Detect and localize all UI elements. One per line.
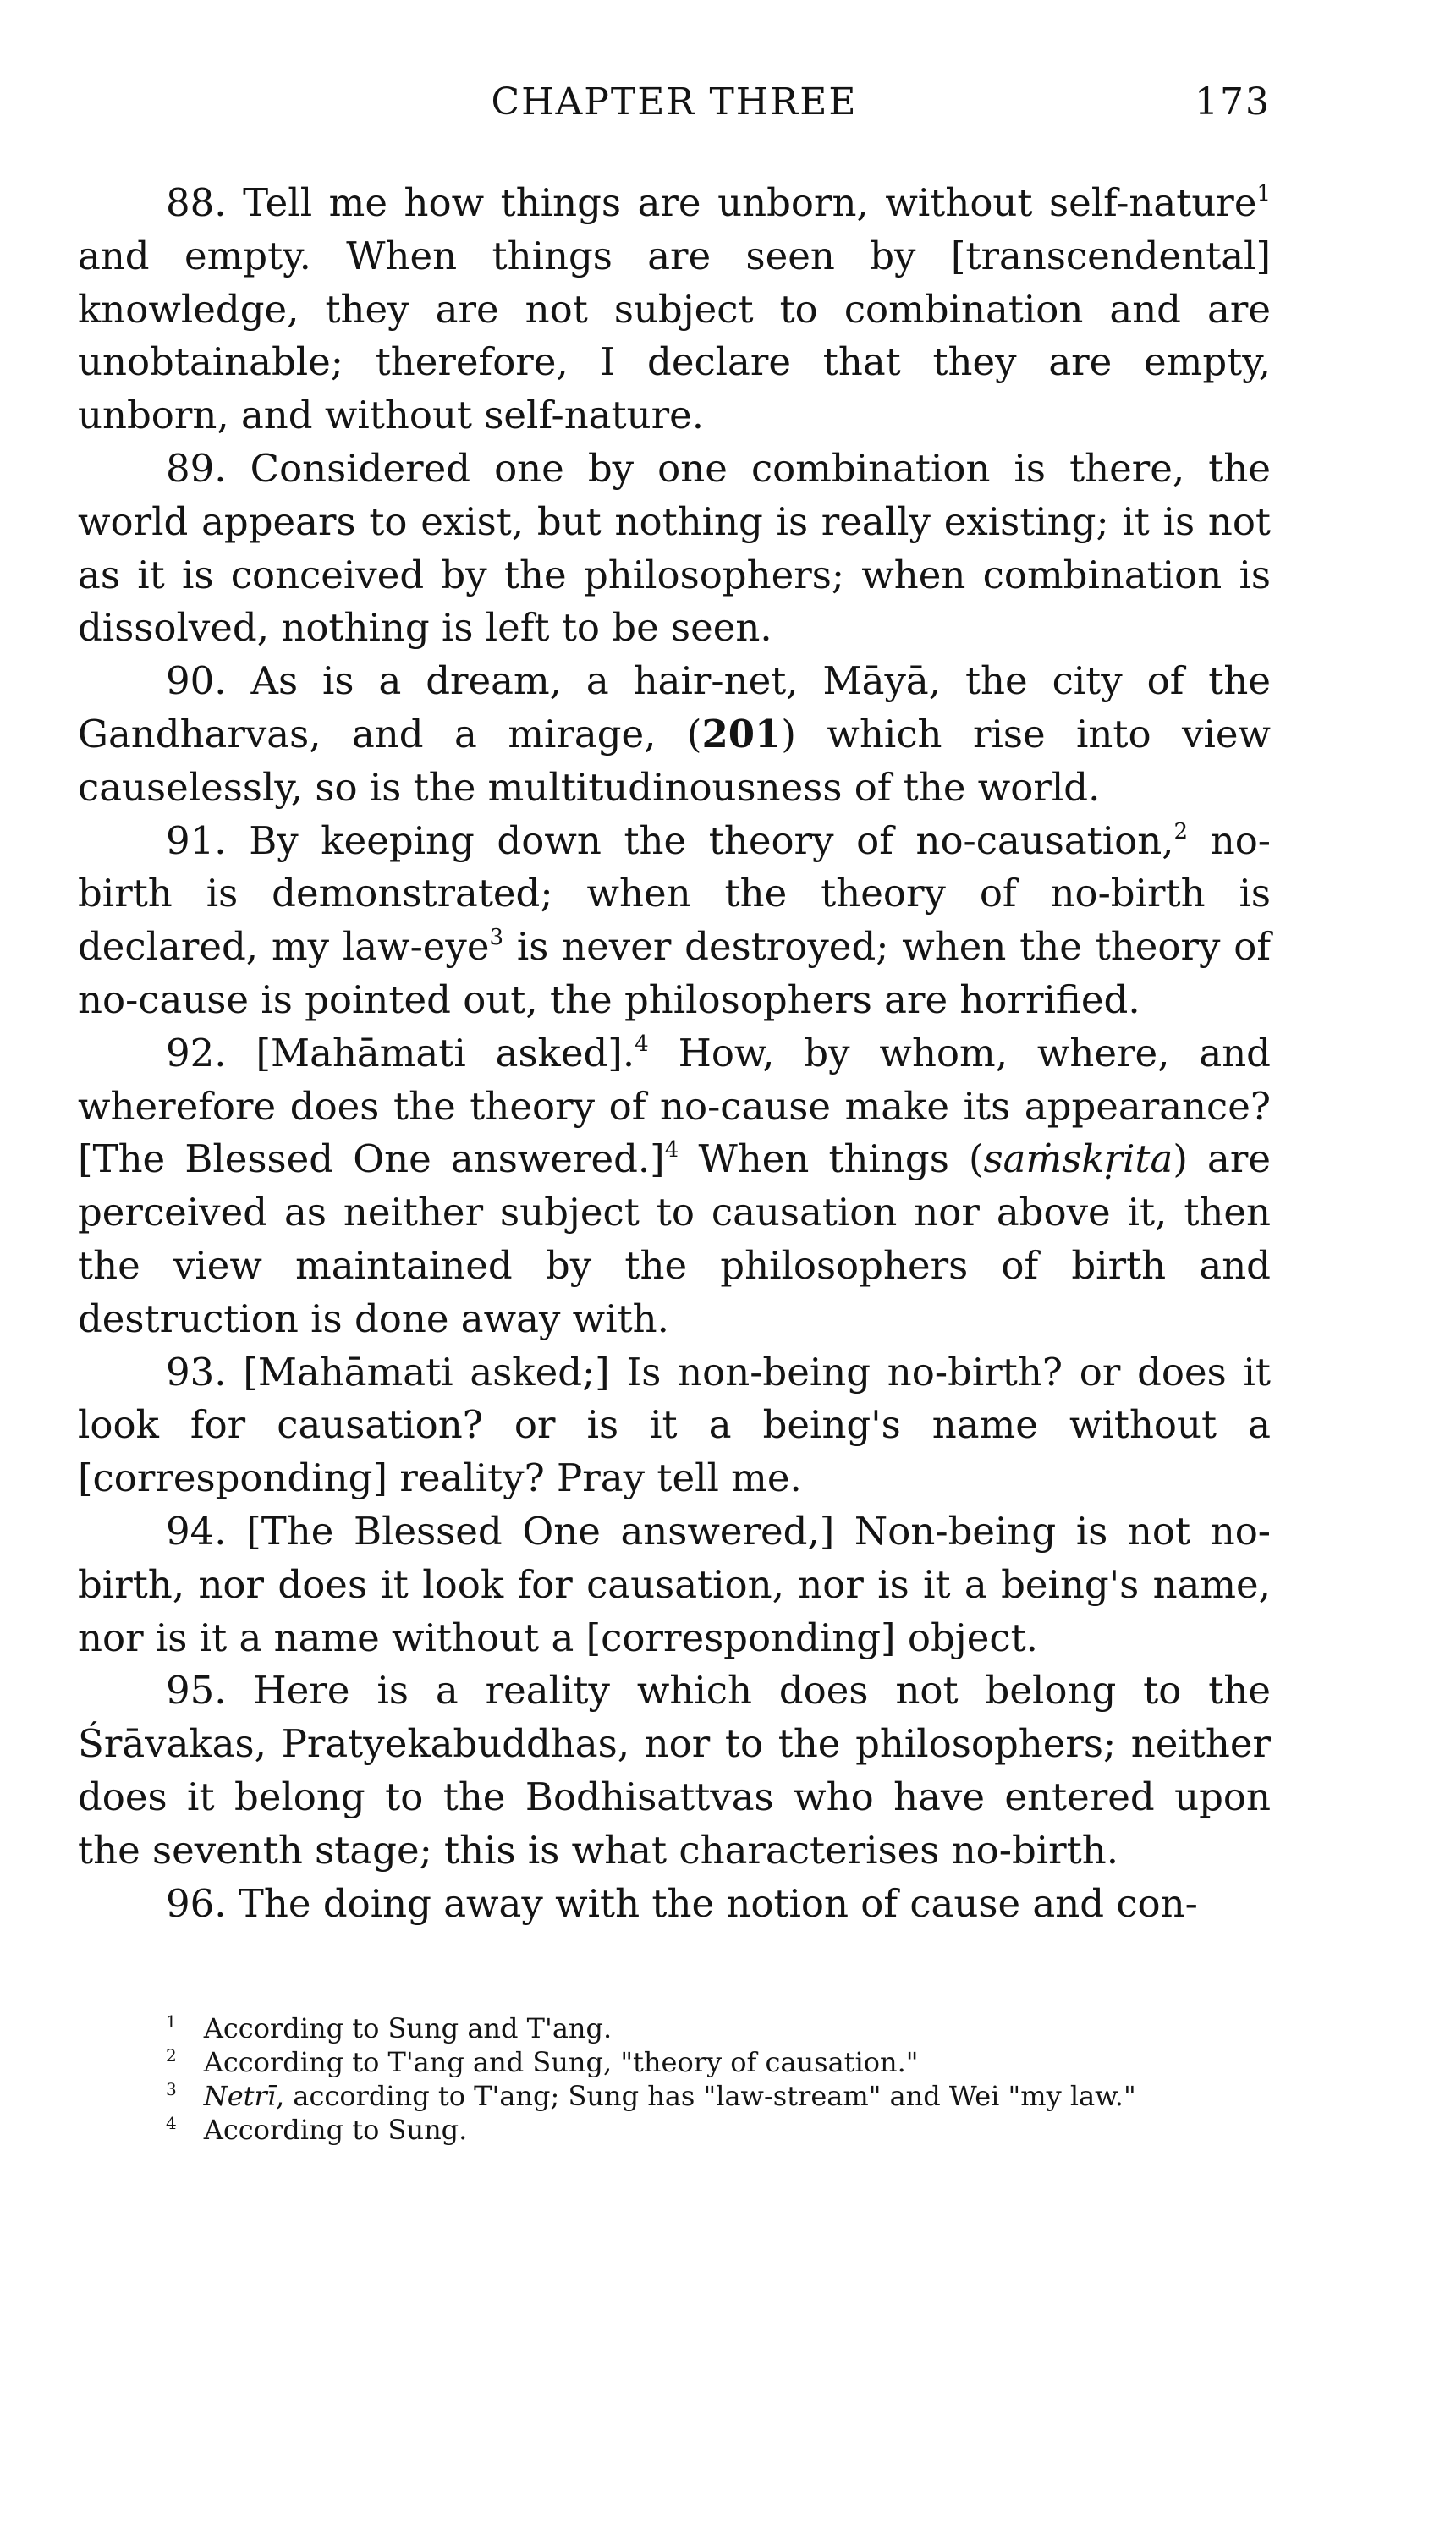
footnote-gap — [177, 2080, 204, 2112]
verse-number: 88. — [166, 180, 227, 225]
text-run: When things ( — [679, 1136, 984, 1182]
footnote-reference: 4 — [635, 1031, 649, 1057]
italic-term: saṁskṛita — [983, 1136, 1173, 1182]
footnote-gap — [177, 2114, 204, 2146]
verse-paragraph — [78, 1027, 1271, 1346]
verse-number: 96. — [166, 1880, 227, 1926]
footnote-reference: 2 — [1173, 818, 1189, 844]
text-run: and empty. When things are seen by [transcendental] knowledge, they are not subject to combination and are unobtainable; therefore, I declare that they are empty, unborn, and without self-nature. — [78, 233, 1271, 438]
verse-paragraph — [78, 1505, 1271, 1664]
text-run: ) are perceived as neither subject to causation nor above it, then the view maintained by the philosophers of birth and destruction is done away with. — [78, 1136, 1271, 1341]
page-number: 173 — [1195, 80, 1271, 124]
text-run: [The Blessed One answered,] Non-being is not no-birth, nor does it look for causation, nor is it a being's name, nor is it a name without a [corresponding] object. — [78, 1508, 1271, 1660]
text-run: The doing away with the notion of cause and con- — [226, 1880, 1198, 1926]
verse-paragraph — [78, 1878, 1271, 1931]
book-page — [78, 80, 1271, 2147]
text-run: According to Sung. — [203, 2114, 468, 2147]
footnote-marker: 3 — [166, 2079, 177, 2100]
text-run: ) which rise into view causelessly, so is the multitudinousness of the world. — [78, 711, 1271, 810]
text-run: [Mahāmati asked]. — [226, 1030, 635, 1075]
verse-number: 94. — [166, 1508, 227, 1554]
page-marker: 201 — [701, 711, 782, 756]
verse-number: 92. — [166, 1030, 227, 1075]
footnote-reference: 4 — [664, 1137, 679, 1163]
text-run: , according to T'ang; Sung has "law-stream" and Wei "my law." — [276, 2080, 1136, 2113]
main-text — [78, 177, 1271, 1930]
text-run: no-birth is demonstrated; when the theory of no-birth is declared, my law-eye — [78, 817, 1271, 970]
verse-paragraph — [78, 655, 1271, 814]
text-run: Considered one by one combination is there, the world appears to exist, but nothing is really existing; it is not as it is conceived by the philosophers; when combination is dissolved, nothing is left to be seen. — [78, 445, 1271, 651]
footnote — [78, 2011, 1271, 2045]
footnote — [78, 2113, 1271, 2147]
verse-paragraph — [78, 1664, 1271, 1877]
verse-paragraph — [78, 1346, 1271, 1505]
verse-paragraph — [78, 443, 1271, 655]
text-run: As is a dream, a hair-net, Māyā, the city of the Gandharvas, and a mirage, ( — [78, 658, 1271, 756]
verse-number: 89. — [166, 445, 227, 491]
chapter-title: CHAPTER THREE — [491, 80, 858, 124]
footnote-marker: 2 — [166, 2045, 177, 2066]
footnote-marker: 4 — [166, 2113, 177, 2134]
footnote-gap — [177, 2012, 204, 2044]
text-run: According to Sung and T'ang. — [203, 2012, 613, 2045]
text-run: Here is a reality which does not belong to the Śrāvakas, Pratyekabuddhas, nor to the philosophers; neither does it belong to the Bodhisattvas who have entered upon the seventh stage; this is what characterises no-birth. — [78, 1668, 1271, 1873]
verse-paragraph — [78, 177, 1271, 443]
verse-paragraph — [78, 815, 1271, 1027]
text-run: Tell me how things are unborn, without self-nature — [226, 180, 1257, 225]
text-run: By keeping down the theory of no-causation, — [226, 817, 1174, 863]
footnote — [78, 2079, 1271, 2113]
footnote-reference: 3 — [489, 925, 504, 951]
footnote-marker: 1 — [166, 2011, 177, 2033]
verse-number: 91. — [166, 817, 227, 863]
running-head — [78, 80, 1271, 148]
footnote-gap — [177, 2046, 204, 2078]
verse-number: 90. — [166, 658, 227, 704]
footnote — [78, 2045, 1271, 2079]
verse-number: 95. — [166, 1668, 227, 1714]
text-run: According to T'ang and Sung, "theory of causation." — [203, 2046, 919, 2079]
text-run: is never destroyed; when the theory of no-cause is pointed out, the philosophers are horrified. — [78, 924, 1271, 1022]
footnotes — [78, 2011, 1271, 2147]
text-run: [Mahāmati asked;] Is non-being no-birth? or does it look for causation? or is it a being's name without a [corresponding] reality? Pray tell me. — [78, 1349, 1271, 1501]
footnote-reference: 1 — [1256, 181, 1271, 206]
text-run: How, by whom, where, and wherefore does the theory of no-cause make its appearance? [The Blessed One answered.] — [78, 1030, 1271, 1182]
verse-number: 93. — [166, 1349, 227, 1395]
italic-term: Netrī — [203, 2080, 277, 2113]
